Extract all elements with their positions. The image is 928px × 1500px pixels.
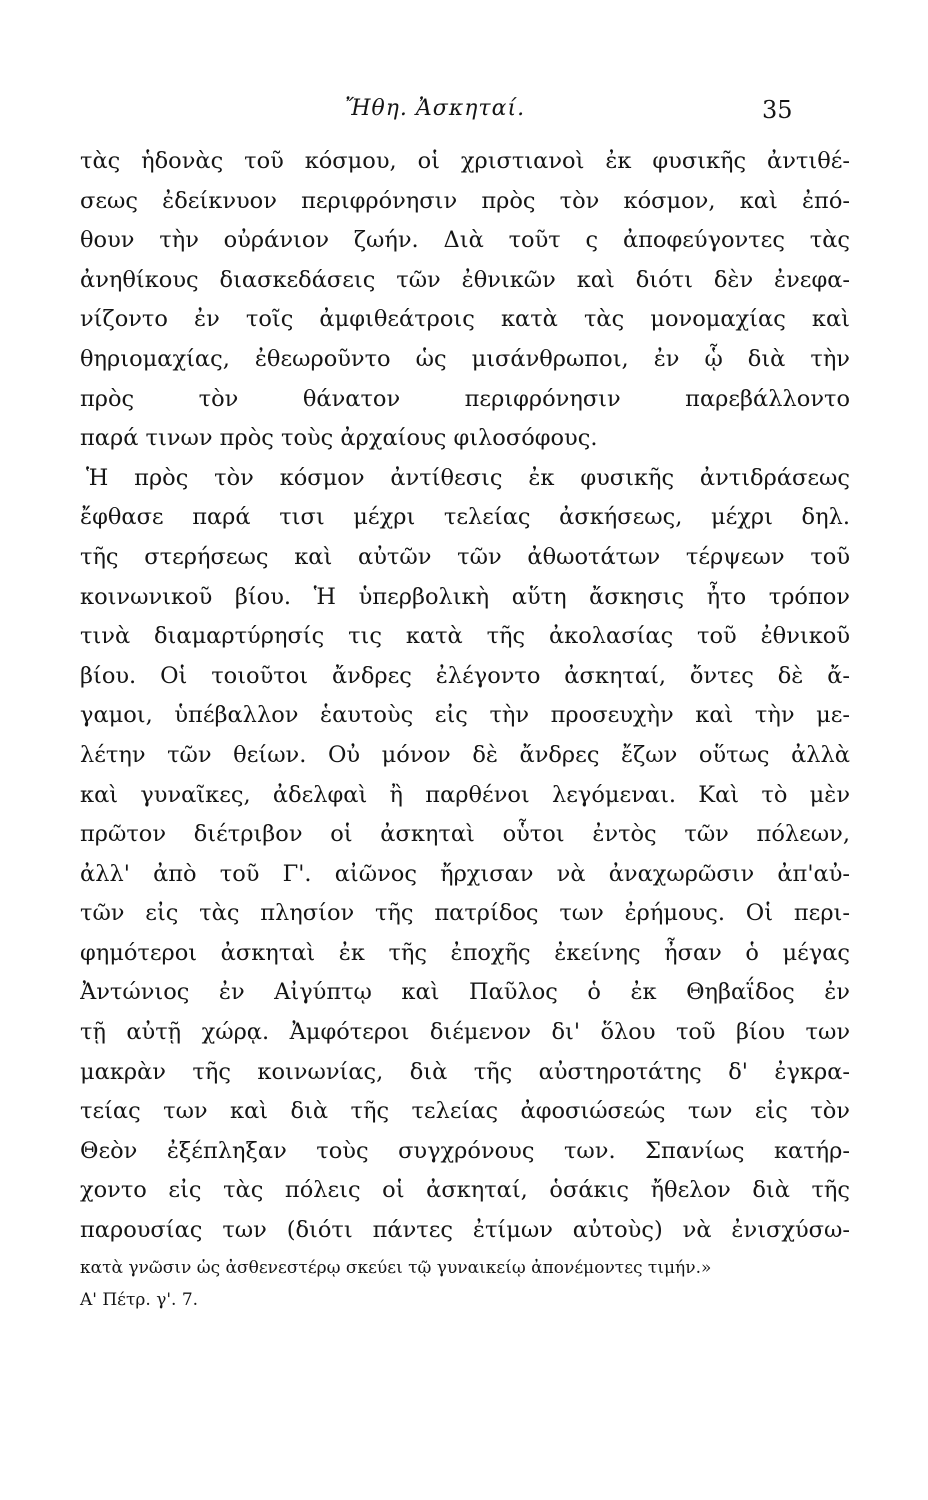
- text-line: καὶ γυναῖκες, ἀδελφαὶ ἢ παρθένοι λεγόμεναι. Καὶ τὸ μὲν: [80, 781, 850, 808]
- text-line: πρὸς τὸν θάνατον περιφρόνησιν παρεβάλλοντο: [80, 385, 850, 412]
- text-line: βίου. Οἱ τοιοῦτοι ἄνδρες ἐλέγοντο ἀσκηταί, ὄντες δὲ ἄ-: [80, 662, 850, 689]
- text-line: Θεὸν ἐξέπληξαν τοὺς συγχρόνους των. Σπανίως κατήρ-: [80, 1137, 850, 1164]
- text-line: ἀνηθίκους διασκεδάσεις τῶν ἐθνικῶν καὶ διότι δὲν ἐνεφα-: [80, 266, 850, 293]
- text-line: πρῶτον διέτριβον οἱ ἀσκηταὶ οὗτοι ἐντὸς τῶν πόλεων,: [80, 821, 850, 848]
- text-line: γαμοι, ὑπέβαλλον ἑαυτοὺς εἰς τὴν προσευχὴν καὶ τὴν με-: [80, 702, 850, 729]
- text-line: τῶν εἰς τὰς πλησίον τῆς πατρίδος των ἐρήμους. Οἱ περι-: [80, 900, 850, 927]
- footnote-line: κατὰ γνῶσιν ὡς ἀσθενεστέρῳ σκεύει τῷ γυναικείῳ ἀπονέμοντες τιμήν.»: [80, 1258, 712, 1278]
- text-line: λέτην τῶν θείων. Οὐ μόνον δὲ ἄνδρες ἔζων οὕτως ἀλλὰ: [80, 741, 850, 768]
- text-line: παρά τινων πρὸς τοὺς ἀρχαίους φιλοσόφους.: [80, 425, 598, 452]
- text-line: θουν τὴν οὐράνιον ζωήν. Διὰ τοῦτ ς ἀποφεύγοντες τὰς: [80, 227, 850, 254]
- text-line: μακρὰν τῆς κοινωνίας, διὰ τῆς αὐστηροτάτης δ' ἐγκρα-: [80, 1058, 850, 1085]
- text-line: Ἀντώνιος ἐν Αἰγύπτῳ καὶ Παῦλος ὁ ἐκ Θηβαΐδος ἐν: [80, 979, 850, 1006]
- text-line: ἀλλ' ἀπὸ τοῦ Γ'. αἰῶνος ἤρχισαν νὰ ἀναχωρῶσιν ἀπ'αὐ-: [80, 860, 850, 887]
- paragraph-start-line: Ἡ πρὸς τὸν κόσμον ἀντίθεσις ἐκ φυσικῆς ἀντιδράσεως: [86, 464, 850, 491]
- text-line: σεως ἐδείκνυον περιφρόνησιν πρὸς τὸν κόσμον, καὶ ἐπό-: [80, 187, 850, 214]
- text-line: τὰς ἡδονὰς τοῦ κόσμου, οἱ χριστιανοὶ ἐκ φυσικῆς ἀντιθέ-: [80, 148, 850, 174]
- footnote-citation: Α' Πέτρ. γ'. 7.: [80, 1290, 199, 1310]
- body-text: [80, 142, 850, 1251]
- text-line: τινὰ διαμαρτύρησίς τις κατὰ τῆς ἀκολασίας τοῦ ἐθνικοῦ: [80, 623, 850, 650]
- text-line: τῇ αὐτῇ χώρᾳ. Ἀμφότεροι διέμενον δι' ὅλου τοῦ βίου των: [80, 1019, 850, 1046]
- text-line: τείας των καὶ διὰ τῆς τελείας ἀφοσιώσεώς των εἰς τὸν: [80, 1098, 850, 1125]
- text-line: χοντο εἰς τὰς πόλεις οἱ ἀσκηταί, ὁσάκις ἤθελον διὰ τῆς: [80, 1177, 850, 1204]
- text-line: τῆς στερήσεως καὶ αὐτῶν τῶν ἀθωοτάτων τέρψεων τοῦ: [80, 543, 850, 570]
- text-line: ἔφθασε παρά τισι μέχρι τελείας ἀσκήσεως, μέχρι δηλ.: [80, 504, 850, 531]
- running-title: Ἤθη. Ἀσκηταί.: [345, 96, 526, 121]
- text-line: θηριομαχίας, ἐθεωροῦντο ὡς μισάνθρωποι, ἐν ᾧ διὰ τὴν: [80, 345, 850, 372]
- footnote: [80, 1252, 810, 1316]
- text-line: φημότεροι ἀσκηταὶ ἐκ τῆς ἐποχῆς ἐκείνης ἦσαν ὁ μέγας: [80, 939, 850, 966]
- text-line: κοινωνικοῦ βίου. Ἡ ὑπερβολικὴ αὕτη ἄσκησις ἦτο τρόπον: [80, 583, 850, 610]
- text-line: παρουσίας των (διότι πάντες ἐτίμων αὐτοὺς) νὰ ἐνισχύσω-: [80, 1217, 850, 1244]
- page-number: 35: [762, 96, 793, 124]
- text-line: νίζοντο ἐν τοῖς ἀμφιθεάτροις κατὰ τὰς μονομαχίας καὶ: [80, 306, 850, 333]
